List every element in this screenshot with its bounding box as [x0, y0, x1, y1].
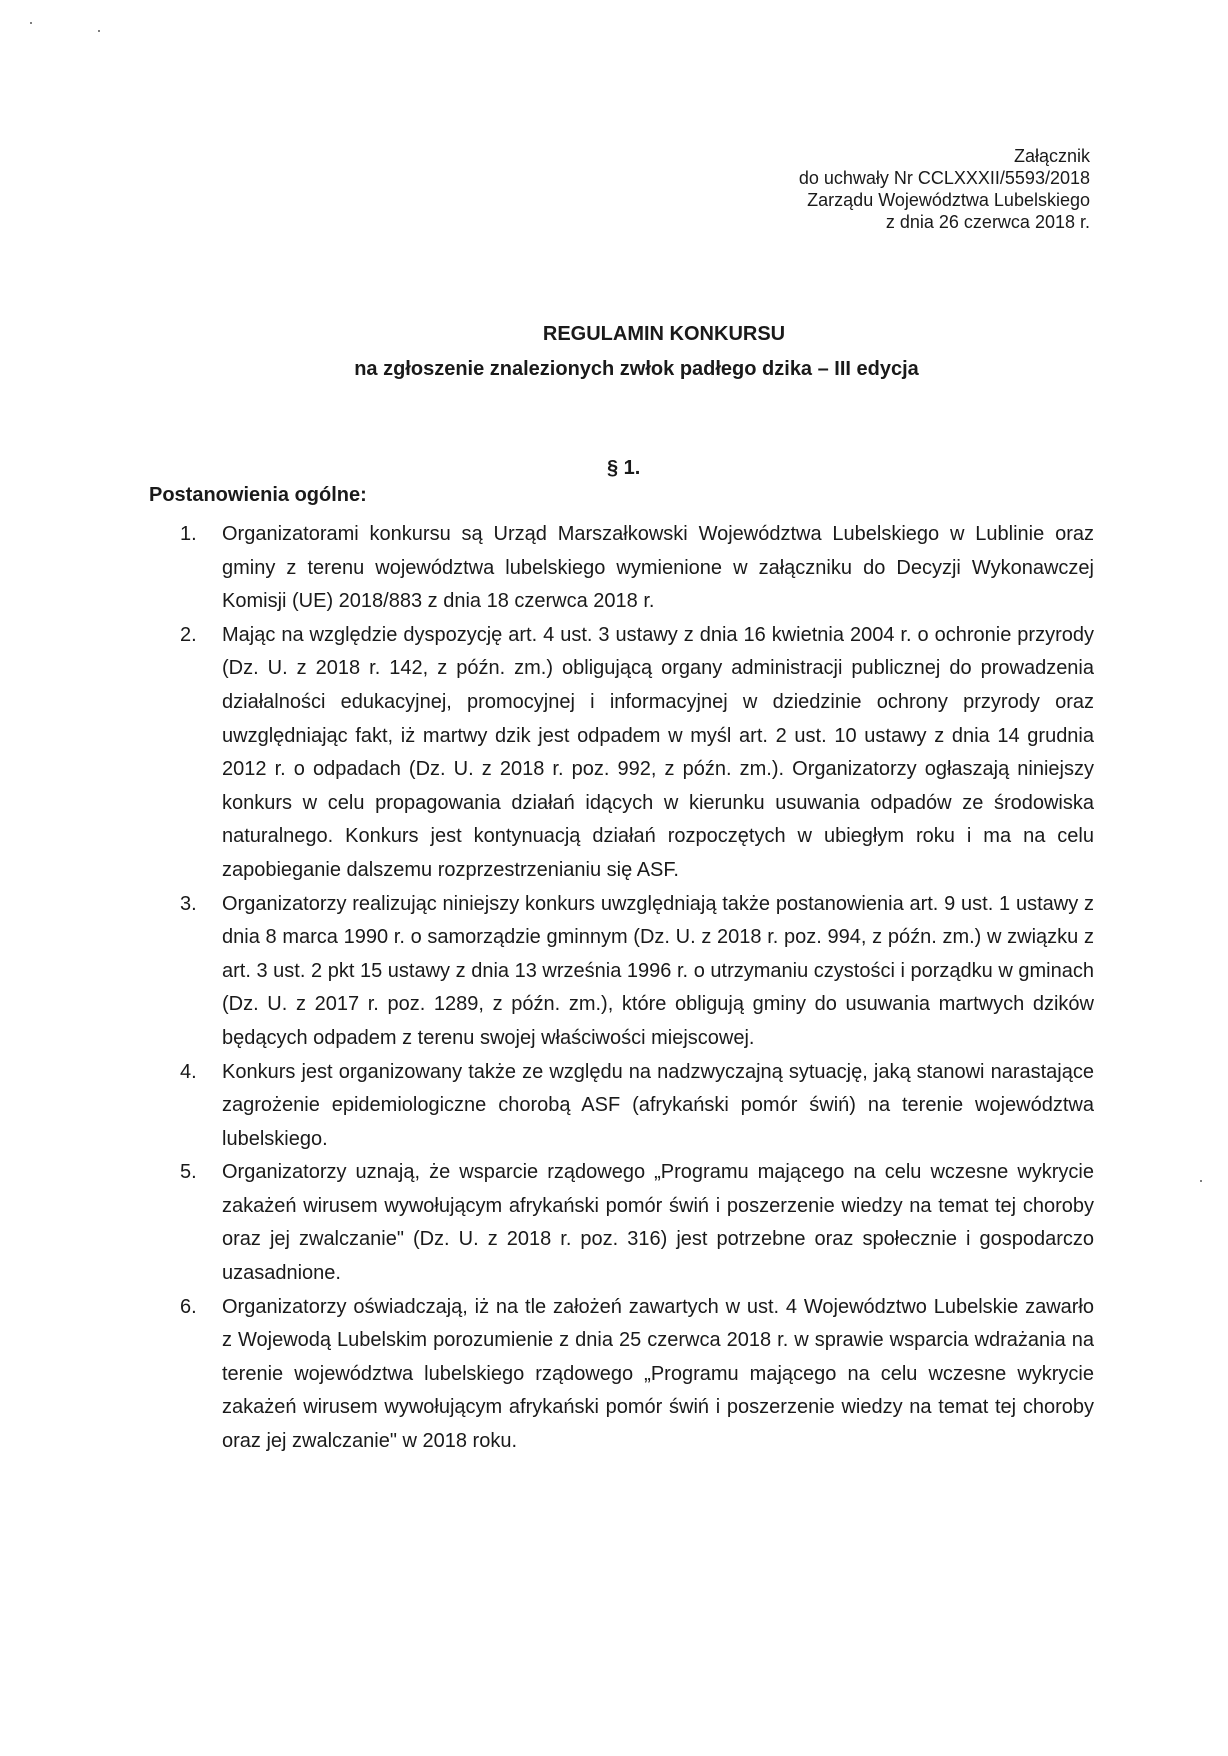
attachment-line: do uchwały Nr CCLXXXII/5593/2018 [798, 168, 1090, 188]
list-item [176, 619, 1094, 888]
item-number: 4. [180, 1060, 197, 1083]
scan-speck [30, 22, 32, 24]
title-line-2: na zgłoszenie znalezionych zwłok padłego dzika – III edycja [354, 358, 919, 380]
item-text: Konkurs jest organizowany także ze względu na nadzwyczajną sytuację, jaką stanowi narastające zagrożenie epidemiologiczne chorobą ASF (afrykański pomór świń) na terenie województwa lubelskiego. [222, 1060, 1094, 1150]
provisions-list [176, 518, 1094, 1459]
item-number: 6. [180, 1295, 197, 1318]
list-item [176, 518, 1094, 619]
item-number: 5. [180, 1161, 197, 1184]
item-number: 2. [180, 623, 197, 646]
section-heading: Postanowienia ogólne: [149, 484, 367, 506]
list-item [176, 1056, 1094, 1157]
item-text: Organizatorzy uznają, że wsparcie rządowego „Programu mającego na celu wczesne wykrycie zakażeń wirusem wywołującym afrykański pomór świń i poszerzenie wiedzy na temat tej choroby oraz jej zwalczanie" (Dz. U. z 2018 r. poz. 316) jest potrzebne oraz społecznie i gospodarczo uzasadnione. [222, 1161, 1094, 1285]
list-item [176, 888, 1094, 1056]
attachment-line: Zarządu Województwa Lubelskiego [807, 190, 1090, 210]
section-mark: § 1. [607, 457, 641, 479]
scan-speck [1200, 1180, 1202, 1182]
document-title [0, 317, 1228, 387]
item-text: Mając na względzie dyspozycję art. 4 ust. 3 ustawy z dnia 16 kwietnia 2004 r. o ochronie przyrody (Dz. U. z 2018 r. 142, z późn. zm.) obligującą organy administracji publicznej do prowadzenia działalności edukacyjnej, promocyjnej i informacyjnej w dziedzinie ochrony przyrody oraz uwzględniając fakt, iż martwy dzik jest odpadem w myśl art. 2 ust. 10 ustawy z dnia 14 grudnia 2012 r. o odpadach (Dz. U. z 2018 r. poz. 992, z późn. zm.). Organizatorzy ogłaszają niniejszy konkurs w celu propagowania działań idących w kierunku usuwania odpadów ze środowiska naturalnego. Konkurs jest kontynuacją działań rozpoczętych w ubiegłym roku i ma na celu zapobieganie dalszemu rozprzestrzenianiu się ASF. [222, 623, 1094, 881]
item-text: Organizatorzy oświadczają, iż na tle założeń zawartych w ust. 4 Województwo Lubelskie zawarło z Wojewodą Lubelskim porozumienie z dnia 25 czerwca 2018 r. w sprawie wsparcia wdrażania na terenie województwa lubelskiego rządowego „Programu mającego na celu wczesne wykrycie zakażeń wirusem wywołującym afrykański pomór świń i poszerzenie wiedzy na temat tej choroby oraz jej zwalczanie" w 2018 roku. [222, 1295, 1094, 1453]
list-item [176, 1291, 1094, 1459]
attachment-line: z dnia 26 czerwca 2018 r. [885, 212, 1090, 232]
scan-speck [98, 30, 100, 32]
list-item [176, 1156, 1094, 1290]
item-text: Organizatorzy realizując niniejszy konkurs uwzględniają także postanowienia art. 9 ust. 1 ustawy z dnia 8 marca 1990 r. o samorządzie gminnym (Dz. U. z 2018 r. poz. 994, z późn. zm.) w związku z art. 3 ust. 2 pkt 15 ustawy z dnia 13 września 1996 r. o utrzymaniu czystości i porządku w gminach (Dz. U. z 2017 r. poz. 1289, z późn. zm.), które obligują gminy do usuwania martwych dzików będących odpadem z terenu swojej właściwości miejscowej. [222, 892, 1094, 1049]
item-number: 1. [180, 523, 197, 545]
attachment-header [799, 145, 1090, 233]
item-text: Organizatorami konkursu są Urząd Marszałkowski Województwa Lubelskiego w Lublinie oraz gminy z terenu województwa lubelskiego wymienione w załączniku do Decyzji Wykonawczej Komisji (UE) 2018/883 z dnia 18 czerwca 2018 r. [222, 523, 1094, 613]
title-line-1: REGULAMIN KONKURSU [542, 323, 786, 345]
item-number: 3. [180, 892, 197, 915]
attachment-line: Załącznik [1013, 146, 1090, 166]
